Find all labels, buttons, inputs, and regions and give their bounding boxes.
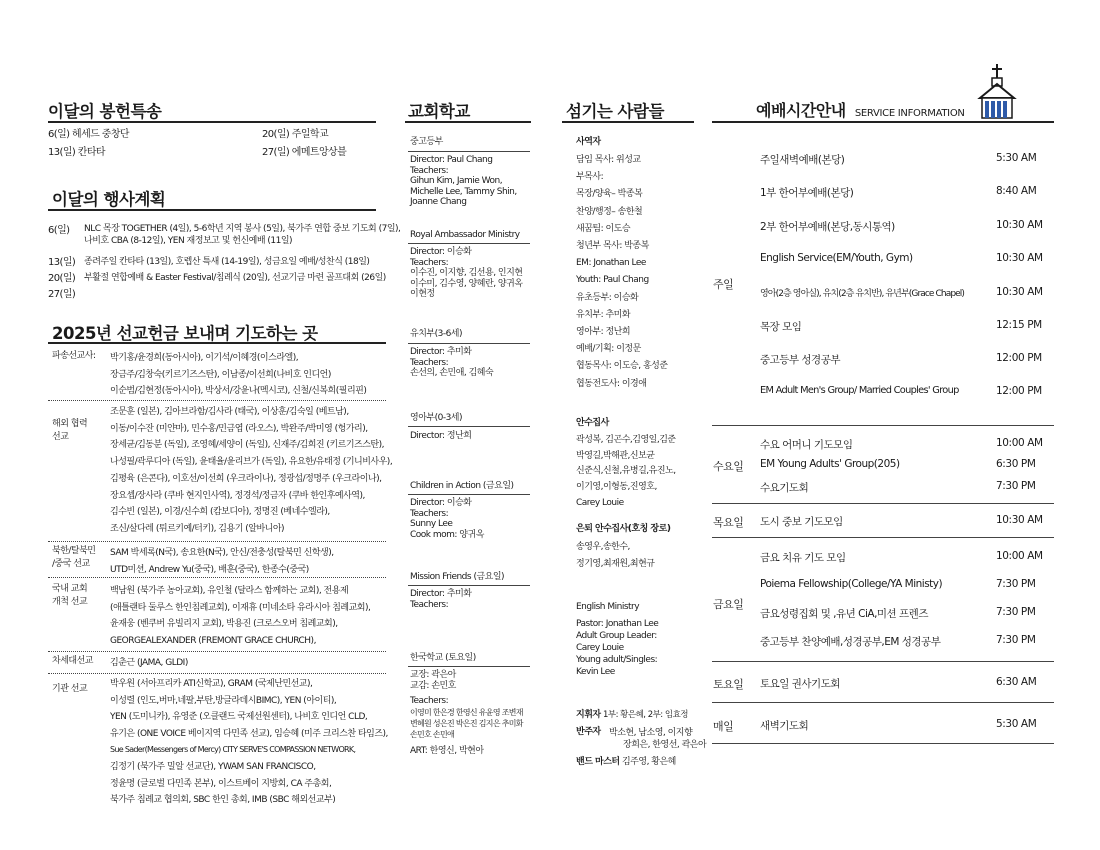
divider xyxy=(712,503,1054,504)
accompanist: 반주자 xyxy=(576,727,601,737)
divider xyxy=(712,702,1054,703)
mission-list: 백남원 (북가주 농아교회), 유인철 (달라스 함께하는 교회), 전용제 (애틀랜타 둘루스 한인침례교회), 이재휴 (미네소타 유라시아 침례교회), 윤재웅 (벤쿠버 유빌리지 교회), 박용진 (크로스오버 침례교회), GEORGEALEXANDER (FREMONT GRACE CHURCH), xyxy=(110,586,371,646)
mission-label: 국내 교회 개척 선교 xyxy=(52,584,88,607)
mission-label: 파송선교사: xyxy=(52,351,96,361)
divider xyxy=(408,494,530,495)
school-section-body: Director: 이승화 Teachers: 이수진, 이지향, 김선용, 인지현 이수미, 김수영, 양혜란, 양귀옥 이현정 xyxy=(410,247,523,299)
event-day: 6(일) xyxy=(48,225,70,236)
event-desc xyxy=(84,224,401,247)
divider xyxy=(48,651,386,652)
mission-list: SAM 박세록(N국), 송요한(N국), 안신/전충성(탈북민 신학생), UTD미션, Andrew Yu(중국), 배훈(중국), 한종수(중국) xyxy=(110,548,334,575)
service-name: 주일새벽예배(본당) xyxy=(760,154,845,166)
school-section-head: 영아부(0-3세) xyxy=(410,413,462,423)
divider xyxy=(48,577,386,578)
service-time: 5:30 AM xyxy=(996,152,1037,164)
service-name: 1부 한어부예배(본당) xyxy=(760,187,854,199)
divider xyxy=(562,121,694,123)
divider xyxy=(48,121,376,123)
servants-title: 섬기는 사람들 xyxy=(566,102,664,121)
day-label: 금요일 xyxy=(713,598,744,611)
service-time: 6:30 AM xyxy=(996,676,1037,688)
service-name: 토요일 권사기도회 xyxy=(760,678,840,690)
divider xyxy=(712,537,1054,538)
school-section-head: 한국학교 (토요일) xyxy=(410,653,476,663)
service-time: 10:00 AM xyxy=(996,437,1043,449)
school-section-head: Mission Friends (금요일) xyxy=(410,572,505,582)
offering-item: 13(일) 칸타타 xyxy=(48,147,105,158)
divider xyxy=(408,585,530,586)
service-name: 2부 한어부예배(본당,동시통역) xyxy=(760,221,895,233)
event-day: 13(일) xyxy=(48,257,76,268)
school-section-body: Director: Paul Chang Teachers: Gihun Kim, Jamie Won, Michelle Lee, Tammy Shin, Joanne Chang xyxy=(410,155,517,207)
divider xyxy=(408,426,530,427)
school-section-head: 유치부(3-6세) xyxy=(410,329,462,339)
school-section-body: 교장: 곽은아 교감: 손민호 Teachers: 이영미 한은경 한영신 유윤영 조변재 변혜원 성은진 박은진 김지은 추미화 손민호 손민애 ART: 한영신, 박현아 xyxy=(410,670,523,756)
school-section-body: Director: 추미화 Teachers: 손선의, 손민애, 김혜숙 xyxy=(410,347,494,378)
service-subtitle: SERVICE INFORMATION xyxy=(854,108,965,119)
mission-label: 차세대선교 xyxy=(52,656,93,666)
service-title: 예배시간안내 SERVICE INFORMATION xyxy=(756,101,965,120)
mission-title: 2025년 선교헌금 보내며 기도하는 곳 xyxy=(52,324,318,343)
accompanist-list: 박소현, 남소영, 이지향 장희은, 한영선, 곽은아 xyxy=(609,728,707,750)
mission-list: 김춘근 (JAMA, GLDI) xyxy=(110,658,188,668)
service-time: 5:30 AM xyxy=(996,718,1037,730)
deacon-list: 곽성복, 김곤수,김영일,김준 박영길,박해관,신보균 신준식,신철,유병길,유진노, 이기영,이형동,진영호, Carey Louie xyxy=(576,435,676,508)
divider xyxy=(408,151,530,152)
conductor: 지휘자 1부: 황은혜, 2부: 임효정 xyxy=(576,710,689,720)
mission-label: 기관 선교 xyxy=(52,684,88,694)
service-time: 10:30 AM xyxy=(996,514,1043,526)
divider xyxy=(712,121,1054,123)
day-label: 수요일 xyxy=(713,460,744,473)
divider xyxy=(712,743,1054,744)
service-name: English Service(EM/Youth, Gym) xyxy=(760,252,913,264)
day-label: 주일 xyxy=(713,278,734,291)
service-time: 6:30 PM xyxy=(996,458,1036,470)
service-name: 중고등부 성경공부 xyxy=(760,354,840,366)
divider xyxy=(48,342,386,344)
event-day: 20(일) xyxy=(48,273,76,284)
mission-label: 북한/탈북민 /중국 선교 xyxy=(52,546,96,569)
retired-list: 송영우,송한수, 정기영,최재원,최현규 xyxy=(576,542,655,569)
service-time: 7:30 PM xyxy=(996,634,1036,646)
staff-list: 담임 목사: 위성교 부목사: 목장/양육– 박종복 찬양/행정– 송한철 새꿈팀: 이도승 청년부 목사: 박종복 EM: Jonathan Lee Youth: Paul Chang 유초등부: 이승화 유치부: 추미화 영아부: 정난희 예배/기획: 이정문 협동목사: 이도승, 홍성준 협동전도사: 이경애 xyxy=(576,155,668,389)
offering-item: 27(일) 에메트앙상블 xyxy=(262,147,347,158)
band-master: 밴드 마스터 김주영, 황은혜 xyxy=(576,757,676,767)
service-name: 수요기도회 xyxy=(760,482,809,494)
mission-list: 조문훈 (일본), 김아브라함/김사라 (태국), 이상훈/김숙일 (베트남), 이동/이수잔 (미얀마), 민수홍/민금엽 (라오스), 박완주/박미영 (헝가리), 장세균/김동분 (독일), 조영혜/세양이 (독일), 신재주/김희진 (키르기즈스탄), 나성필/곽루디아 (독일), 윤태율/윤리브가 (독일), 유요한/유태정 (기니비사우), 김평육 (은콘다), 이호선/이선희 (우크라이나), 정광섭/정명주 (우크라이나), 장요셉/장사라 (쿠바 현지인사역), 정경석/정금자 (쿠바 한인후예사역), 김수빈 (일본), 이경/신수희 (캄보디아), 정명진 (베네수엘라), 조신/살다레 (튀르키예/터키), 김용기 (알바니아) xyxy=(110,407,393,534)
divider xyxy=(405,121,531,123)
service-time: 7:30 PM xyxy=(996,480,1036,492)
service-time: 12:00 PM xyxy=(996,352,1042,364)
event-line: 부활절 연합예배 & Easter Festival/침례식 (20일), 선교기금 마련 골프대회 (26일) xyxy=(84,273,386,283)
mission-label: 해외 협력 선교 xyxy=(52,419,88,442)
divider xyxy=(408,666,530,667)
church-icon xyxy=(970,62,1026,120)
retired-head: 은퇴 안수집사(호칭 장로) xyxy=(576,524,671,534)
service-time: 7:30 PM xyxy=(996,578,1036,590)
english-head: English Ministry xyxy=(576,602,640,612)
day-label: 목요일 xyxy=(713,516,744,529)
school-title: 교회학교 xyxy=(408,102,470,121)
service-name: EM Adult Men's Group/ Married Couples' Group xyxy=(760,385,959,396)
offering-title: 이달의 봉헌특송 xyxy=(48,102,162,121)
divider xyxy=(48,673,386,674)
day-label: 토요일 xyxy=(713,678,744,691)
divider xyxy=(712,425,1054,426)
day-label: 매일 xyxy=(713,720,734,733)
service-time: 12:15 PM xyxy=(996,319,1042,331)
service-time: 10:30 AM xyxy=(996,252,1043,264)
service-time: 10:30 AM xyxy=(996,286,1043,298)
service-name: 목장 모임 xyxy=(760,321,802,333)
event-line: NLC 목장 TOGETHER (4일), 5-6학년 지역 봉사 (5일), 북가주 연합 중보 기도회 (7일), xyxy=(84,224,401,234)
service-time: 7:30 PM xyxy=(996,606,1036,618)
event-line: 종려주일 칸타타 (13일), 호렙산 특새 (14-19일), 성금요일 예배/성찬식 (18일) xyxy=(84,257,370,267)
divider xyxy=(712,661,1054,662)
events-title: 이달의 행사계획 xyxy=(52,190,166,209)
school-section-head: Royal Ambassador Ministry xyxy=(410,230,520,240)
service-name: 도시 중보 기도모임 xyxy=(760,516,843,528)
school-section-body: Director: 추미화 Teachers: xyxy=(410,589,472,610)
service-time: 12:00 PM xyxy=(996,385,1042,397)
english-list: Pastor: Jonathan Lee Adult Group Leader: Carey Louie Young adult/Singles: Kevin Lee xyxy=(576,619,659,677)
mission-list: 박우원 (서아프리카 ATI신학교), GRAM (국제난민선교), 이성렬 (인도,버마,네팔,부탄,방글라데시BIMC), YEN (아이티), YEN (도미니카), 유영준 (오클랜드 국제선원센터), 나비호 인디언 CLD, 유기은 (ONE VOICE 베이지역 다민족 선교), 임승혜 (미주 크리스찬 타임즈), Sue Sader(Messengers of Mercy) CITY SERVE'S COMPASSION NETWORK, 김정기 (북가주 밀알 선교단), YWAM SAN FRANCISCO, 정윤명 (글로벌 다민족 본부), 이스트베이 지방회, CA 주총회, 북가주 침례교 협의회, SBC 한인 총회, IMB (SBC 해외선교부) xyxy=(110,679,388,806)
divider xyxy=(408,243,530,244)
divider xyxy=(48,400,386,401)
mission-list: 박기홍/윤경희(동아시아), 이기석/이혜경(이스라엘), 장금주/김창숙(키르기즈스탄), 이남종/이선희(나비호 인디언) 이순범/김현정(동아시아), 박상서/강윤나(멕시코), 신철/신복희(필리핀) xyxy=(110,353,367,396)
service-time: 8:40 AM xyxy=(996,185,1037,197)
service-name: 영아(2층 영아실), 유치(2층 유치반), 유년부(Grace Chapel) xyxy=(760,289,964,299)
service-name: 중고등부 찬양예배,성경공부,EM 성경공부 xyxy=(760,636,941,648)
event-day: 27(일) xyxy=(48,289,76,300)
offering-item: 20(일) 주일학교 xyxy=(262,129,329,140)
staff-head: 사역자 xyxy=(576,137,601,147)
offering-item: 6(일) 헤세드 중창단 xyxy=(48,129,129,140)
service-name: 금요성령집회 및 ,유년 CiA,미션 프렌즈 xyxy=(760,608,928,620)
school-section-body: Director: 정난희 xyxy=(410,431,472,441)
school-section-body: Director: 이승화 Teachers: Sunny Lee Cook mom: 양귀옥 xyxy=(410,498,484,540)
service-name: 수요 어머니 기도모임 xyxy=(760,439,853,451)
deacon-head: 안수집사 xyxy=(576,418,609,428)
divider xyxy=(48,209,376,211)
divider xyxy=(48,541,386,542)
service-time: 10:30 AM xyxy=(996,219,1043,231)
school-section-head: 중고등부 xyxy=(410,137,443,147)
divider xyxy=(408,343,530,344)
school-section-head: Children in Action (금요일) xyxy=(410,481,514,491)
service-name: 금요 치유 기도 모임 xyxy=(760,552,846,564)
service-name: EM Young Adults' Group(205) xyxy=(760,458,900,470)
event-line: 나비호 CBA (8-12일), YEN 재정보고 및 헌신예배 (11일) xyxy=(84,235,293,246)
service-name: Poiema Fellowship(College/YA Ministy) xyxy=(760,578,943,590)
service-time: 10:00 AM xyxy=(996,550,1043,562)
service-name: 새벽기도회 xyxy=(760,720,809,732)
